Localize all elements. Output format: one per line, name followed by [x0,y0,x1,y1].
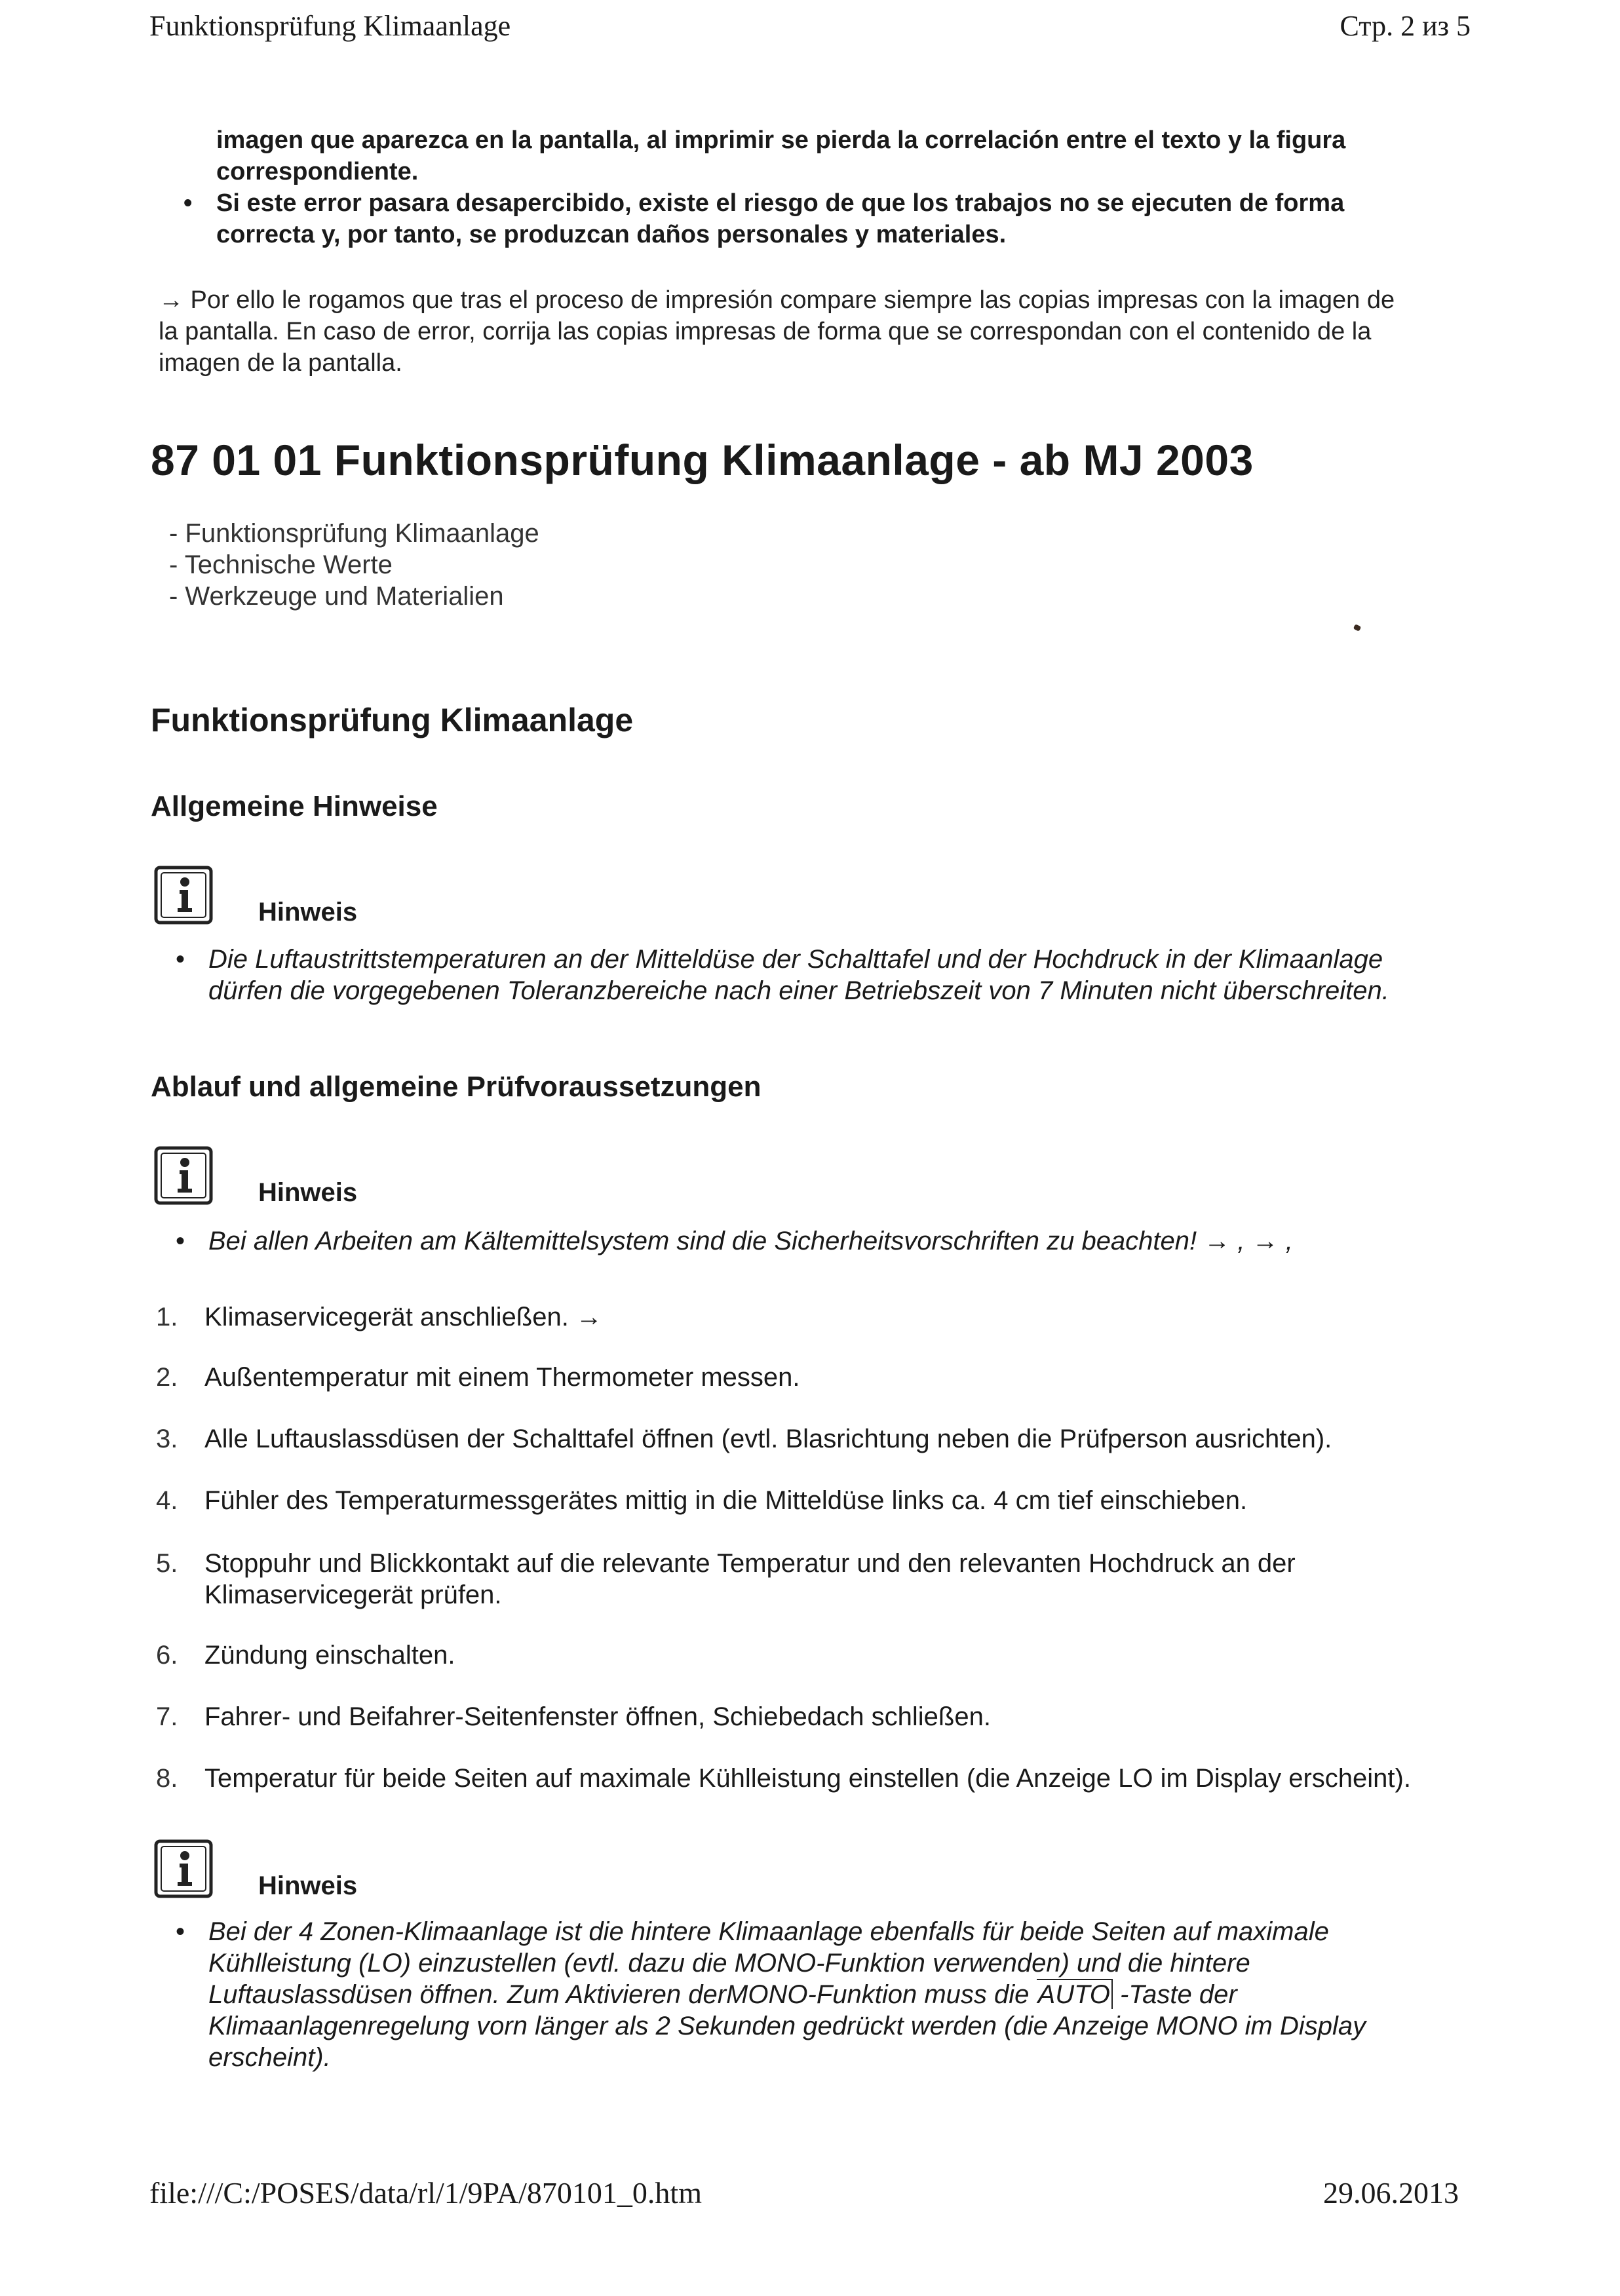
auto-key: AUTO [1037,1979,1113,2009]
step-number: 3. [156,1425,178,1453]
step-number: 5. [156,1549,178,1578]
warning-list [216,124,1435,250]
info-icon [153,1145,214,1206]
step-text: Fahrer- und Beifahrer-Seitenfenster öffnen, Schiebedach schließen. [204,1702,991,1731]
scan-speck [1353,624,1361,631]
general-notes-heading: Allgemeine Hinweise [151,790,438,822]
hinweis-label: Hinweis [258,1178,358,1207]
warning-item: imagen que aparezca en la pantalla, al imprimir se pierda la correlación entre el texto y la figura correspondiente. [216,126,1346,185]
step-number: 2. [156,1363,178,1392]
hinweis-label: Hinweis [258,1871,358,1900]
step-text: Außentemperatur mit einem Thermometer messen. [204,1363,800,1392]
zone-note-text: Bei der 4 Zonen-Klimaanlage ist die hintere Klimaanlage ebenfalls für beide Seiten auf maximale Kühlleistung (LO) einzustellen (evtl. dazu die MONO-Funktion verwenden) und die hintere Luftauslassdüsen öffnen. Zum Aktivieren derMONO-Funktion muss die [208,1917,1329,2009]
print-header-title: Funktionsprüfung Klimaanlage [149,10,511,42]
hinweis-label: Hinweis [258,898,358,927]
section-title: Funktionsprüfung Klimaanlage [151,702,634,738]
toc-item: - Werkzeuge und Materialien [169,582,504,611]
procedure-heading: Ablauf und allgemeine Prüfvoraussetzungen [151,1071,762,1103]
step-text: Zündung einschalten. [204,1641,455,1670]
toc-item: - Technische Werte [169,550,393,579]
step-text: Temperatur für beide Seiten auf maximale Kühlleistung einstellen (die Anzeige LO im Display erscheint). [204,1764,1411,1793]
print-footer-date: 29.06.2013 [1323,2176,1459,2210]
print-footer-path: file:///C:/POSES/data/rl/1/9PA/870101_0.htm [149,2176,702,2210]
step-number: 6. [156,1641,178,1670]
step-number: 4. [156,1486,178,1515]
safety-note [208,1225,1454,1257]
general-note-text: • Die Luftaustrittstemperaturen an der Mitteldüse der Schalttafel und der Hochdruck in der Klimaanlage dürfen die vorgegebenen Toleranzbereiche nach einer Betriebszeit von 7 Minuten nicht überschreiten. [208,945,1389,1005]
info-icon [153,865,214,925]
zone-note-text-end: -Taste der Klimaanlagenregelung vorn länger als 2 Sekunden gedrückt werden (die Anzeige MONO im Display erscheint). [208,1980,1366,2072]
zone-climate-note [208,1916,1454,2073]
step-number: 1. [156,1303,178,1331]
step-number: 8. [156,1764,178,1793]
general-note [208,944,1454,1006]
step-text: Stoppuhr und Blickkontakt auf die relevante Temperatur und den relevanten Hochdruck an der Klimaservicegerät prüfen. [204,1549,1296,1609]
toc-item: - Funktionsprüfung Klimaanlage [169,519,539,548]
step-text: Klimaservicegerät anschließen. → [204,1303,602,1331]
step-text: Fühler des Temperaturmessgerätes mittig in die Mitteldüse links ca. 4 cm tief einschieben. [204,1486,1248,1515]
print-compare-note: → Por ello le rogamos que tras el proceso de impresión compare siempre las copias impresas con la imagen de la pantalla. En caso de error, corrija las copias impresas de forma que se correspondan con el contenido de la imagen de la pantalla. [159,286,1395,377]
print-header-page: Стр. 2 из 5 [1340,10,1471,42]
table-of-contents [169,518,539,612]
warning-item: • Si este error pasara desapercibido, existe el riesgo de que los trabajos no se ejecuten de forma correcta y, por tanto, se produzcan daños personales y materiales. [216,187,1435,250]
safety-note-text: • Bei allen Arbeiten am Kältemittelsystem sind die Sicherheitsvorschriften zu beachten! → , → , [208,1227,1293,1255]
info-icon [153,1839,214,1899]
step-text: Alle Luftauslassdüsen der Schalttafel öffnen (evtl. Blasrichtung neben die Prüfperson ausrichten). [204,1425,1332,1453]
page-title: 87 01 01 Funktionsprüfung Klimaanlage - ab MJ 2003 [151,436,1254,484]
step-number: 7. [156,1702,178,1731]
